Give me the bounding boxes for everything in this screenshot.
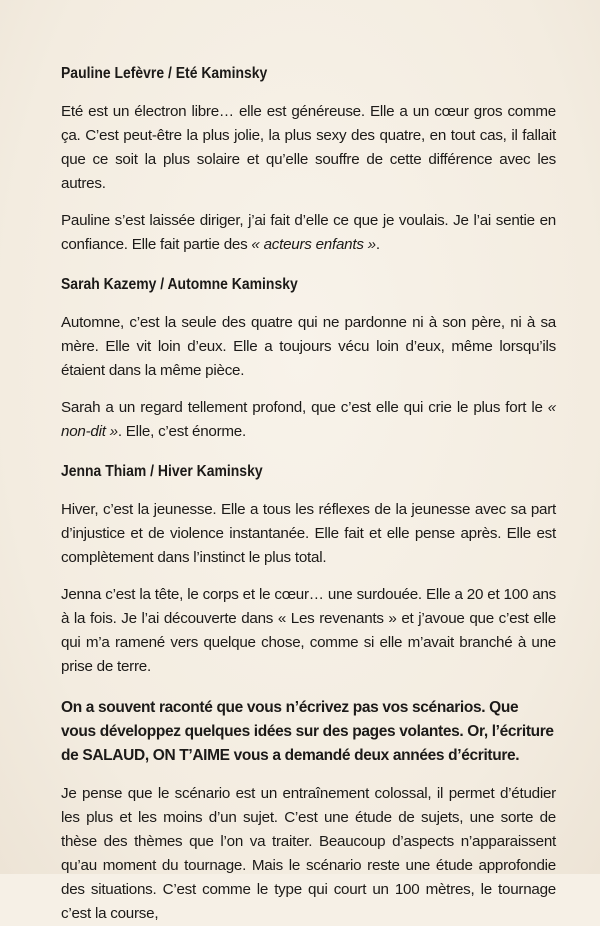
text-run: . [375, 236, 380, 253]
section-heading-pauline: Pauline Lefèvre / Eté Kaminsky [61, 65, 268, 82]
section-heading-jenna: Jenna Thiam / Hiver Kaminsky [61, 463, 263, 480]
paragraph-ete-description: Eté est un électron libre… elle est généreuse. Elle a un cœur gros comme ça. C’est peut-être la plus jolie, la plus sexy des quatre, en tout cas, il fallait que ce soit la plus solaire et qu’elle souffre de cette différence avec les autres. [61, 103, 556, 192]
text-run: . Elle, c’est énorme. [117, 423, 246, 440]
paragraph-hiver-description: Hiver, c’est la jeunesse. Elle a tous les réflexes de la jeunesse avec sa part d’injustice et de violence instantanée. Elle fait et elle pense après. Elle est complètement dans l’instinct le plus total. [61, 501, 556, 566]
text-run: Pauline s’est laissée diriger, j’ai fait d’elle ce que je voulais. Je l’ai sentie en confiance. Elle fait partie des [61, 212, 556, 253]
interview-answer: Je pense que le scénario est un entraînement colossal, il permet d’étudier les plus et les moins d’un sujet. C’est une étude de sujets, une sorte de thèse des thèmes que l’on va traiter. Beaucoup d’aspects n’apparaissent qu’au moment du tournage. Mais le scénario reste une étude approfondie des situations. C’est comme le type qui court un 100 mètres, le tournage c’est la course, [61, 785, 556, 922]
section-heading-sarah: Sarah Kazemy / Automne Kaminsky [61, 276, 298, 293]
text-run: Sarah a un regard tellement profond, que c’est elle qui crie le plus fort le [61, 399, 548, 416]
interview-question: On a souvent raconté que vous n’écrivez pas vos scénarios. Que vous développez quelques idées sur des pages volantes. Or, l’écriture de SALAUD, ON T’AIME vous a demandé deux années d’écriture. [61, 699, 554, 764]
paragraph-sarah-regard [61, 396, 556, 444]
italic-quote: « non-dit » [61, 399, 556, 440]
paragraph-jenna-surdouee: Jenna c’est la tête, le corps et le cœur… une surdouée. Elle a 20 et 100 ans à la fois. Je l’ai découverte dans « Les revenants » et j’avoue que c’est elle qui m’a ramené vers quelque chose, comme si elle m’avait branché à une prise de terre. [61, 586, 556, 675]
paragraph-automne-description: Automne, c’est la seule des quatre qui ne pardonne ni à son père, ni à sa mère. Elle vit loin d’eux. Elle a toujours vécu loin d’eux, même lorsqu’ils étaient dans la même pièce. [61, 314, 556, 379]
italic-quote: « acteurs enfants » [251, 236, 376, 253]
paragraph-pauline-direction [61, 209, 556, 257]
